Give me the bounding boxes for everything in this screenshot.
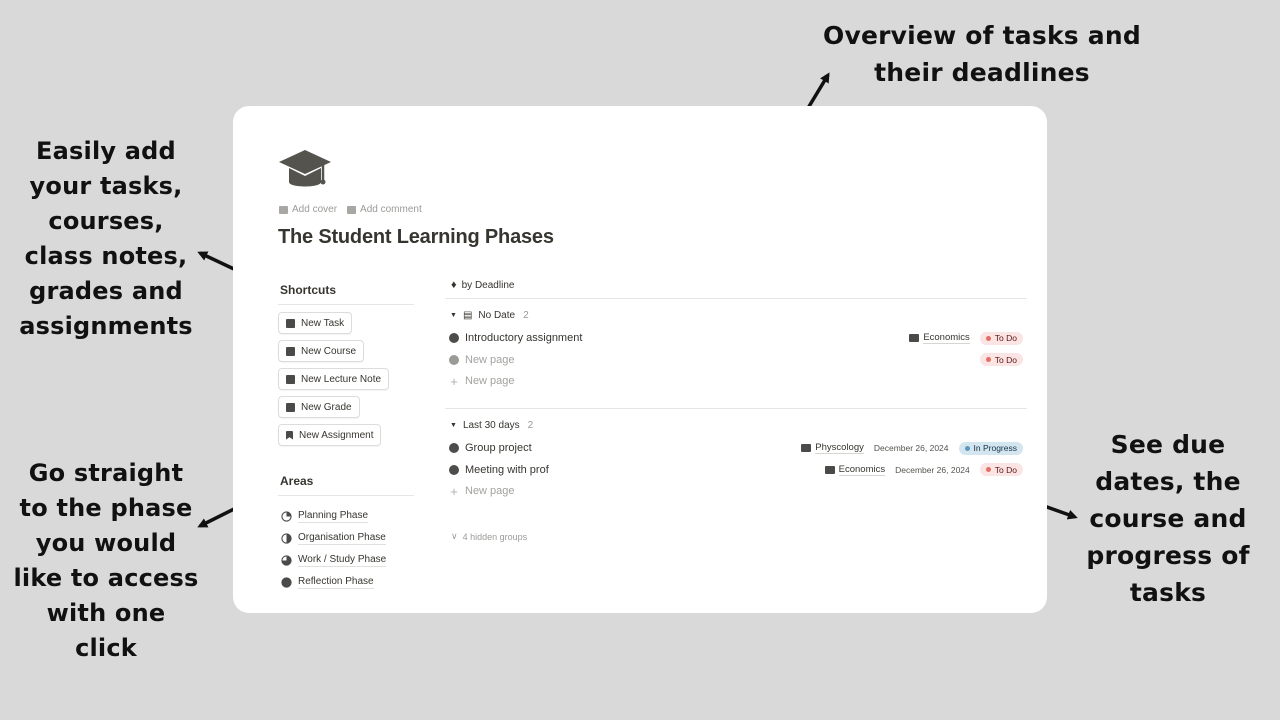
status-badge [980,463,1023,476]
areas-heading: Areas [280,474,314,488]
inbox-icon: ▤ [462,310,473,321]
area-label: Work / Study Phase [298,553,387,565]
callout-line: click [75,634,137,662]
board-view-icon: ♦ [451,279,457,291]
db-header-divider [445,298,1027,299]
group-divider [445,408,1027,409]
view-label: by Deadline [461,279,515,291]
shortcut-label: New Lecture Note [301,373,382,385]
area-label: Planning Phase [298,509,369,521]
page-actions [279,204,422,215]
plus-icon: + [450,483,458,499]
area-label: Reflection Phase [298,575,374,587]
area-link-organisation-phase[interactable] [281,527,431,549]
add-cover-label: Add cover [292,204,338,215]
table-row[interactable] [449,438,1023,458]
course-name: Economics [838,463,886,475]
course-name: Physcology [815,442,864,453]
status-label: To Do [994,464,1017,475]
task-icon [449,333,459,343]
status-label: To Do [994,333,1017,343]
callout-line: Easily add [36,137,176,165]
graduation-cap-icon[interactable] [277,146,333,192]
status-label: To Do [994,354,1017,365]
shortcut-new-course-button[interactable] [278,340,364,362]
hidden-groups-label: 4 hidden groups [462,531,528,542]
status-dot-icon [986,467,991,472]
hidden-groups-toggle[interactable] [451,531,527,542]
callout-phases [8,456,204,666]
task-name[interactable]: Meeting with prof [465,463,549,476]
comment-icon [347,206,356,214]
callout-line: course and [1089,504,1247,533]
chevron-down-icon: ∨ [451,531,458,541]
folder-icon [801,444,811,452]
table-row[interactable] [449,328,1023,348]
course-relation[interactable] [825,464,885,476]
bookmark-icon [286,431,293,440]
shortcuts-list [278,312,438,452]
phase-progress-icon [281,577,292,588]
course-name: Economics [923,332,970,343]
table-row[interactable] [449,460,1023,480]
callout-line: See due [1110,430,1226,459]
task-icon [449,443,459,453]
area-link-work-study-phase[interactable] [281,549,431,571]
folder-icon [909,334,919,342]
shortcut-label: New Task [301,317,345,329]
task-name[interactable]: Group project [465,442,532,454]
plus-icon: + [450,373,458,389]
callout-line: you would [35,529,177,557]
group-header-last-30-days[interactable] [450,420,533,431]
shortcut-label: New Assignment [299,429,374,441]
add-cover-button[interactable] [279,204,337,215]
table-row[interactable] [449,350,1023,370]
task-name[interactable]: New page [465,353,515,366]
due-date: December 26, 2024 [873,443,949,453]
phase-progress-icon [281,533,292,544]
callout-line: courses, [48,207,164,235]
view-tab-by-deadline[interactable] [451,279,514,291]
status-dot-icon [965,446,970,451]
task-icon [449,355,459,365]
add-comment-button[interactable] [347,204,422,215]
status-dot-icon [986,357,991,362]
shortcut-new-task-button[interactable] [278,312,352,334]
callout-line: to the phase [19,494,193,522]
callout-line: dates, the [1095,467,1241,496]
callout-line: grades and [29,277,183,305]
area-link-reflection-phase[interactable] [281,571,431,593]
phase-progress-icon [281,555,292,566]
callout-line: assignments [19,312,193,340]
callout-line: like to access [13,564,199,592]
callout-line: their deadlines [874,58,1090,87]
status-dot-icon [986,336,991,341]
new-page-button[interactable] [449,481,1023,501]
group-count: 2 [527,420,534,431]
new-page-label: New page [465,485,515,497]
folder-icon [286,347,295,356]
status-label: In Progress [973,443,1017,453]
area-link-planning-phase[interactable] [281,505,431,527]
toggle-triangle-icon: ▼ [450,422,457,429]
add-comment-label: Add comment [360,204,422,215]
callout-line: your tasks, [29,172,183,200]
group-header-no-date[interactable] [450,310,529,321]
shortcuts-heading: Shortcuts [280,283,337,297]
callout-line: Go straight [28,459,184,487]
due-date: December 26, 2024 [895,464,970,475]
task-name[interactable]: Introductory assignment [465,332,583,344]
shortcut-new-assignment-button[interactable] [278,424,381,446]
shortcut-new-lecture-note-button[interactable] [278,368,389,390]
callout-overview [800,17,1164,91]
callout-line: class notes, [24,242,188,270]
group-count: 2 [523,310,529,321]
grade-icon [286,403,295,412]
page-title: The Student Learning Phases [278,226,554,248]
image-icon [279,206,288,214]
areas-list [281,505,431,593]
group-name: No Date [478,310,516,321]
status-badge [959,442,1023,455]
notion-page-card [233,106,1047,613]
document-icon [286,375,295,384]
course-relation[interactable] [801,442,864,454]
callout-line: Overview of tasks and [823,21,1141,50]
toggle-triangle-icon: ▼ [450,312,457,319]
area-label: Organisation Phase [298,531,386,543]
task-icon [449,465,459,475]
areas-divider [278,495,414,496]
shortcut-new-grade-button[interactable] [278,396,360,418]
callout-due-dates [1074,426,1262,611]
course-relation[interactable] [909,332,969,344]
callout-line: with one [46,599,166,627]
checkbox-icon [286,319,295,328]
status-badge [980,332,1023,345]
new-page-label: New page [465,375,515,387]
phase-progress-icon [281,511,292,522]
shortcuts-divider [278,304,414,305]
callout-add-items [10,134,202,344]
shortcut-label: New Grade [301,401,352,413]
new-page-button[interactable] [449,371,1023,391]
group-name: Last 30 days [462,420,520,431]
callout-line: tasks [1129,578,1207,607]
callout-line: progress of [1086,541,1250,570]
shortcut-label: New Course [301,345,357,357]
status-badge [980,353,1023,366]
folder-icon [825,466,835,474]
